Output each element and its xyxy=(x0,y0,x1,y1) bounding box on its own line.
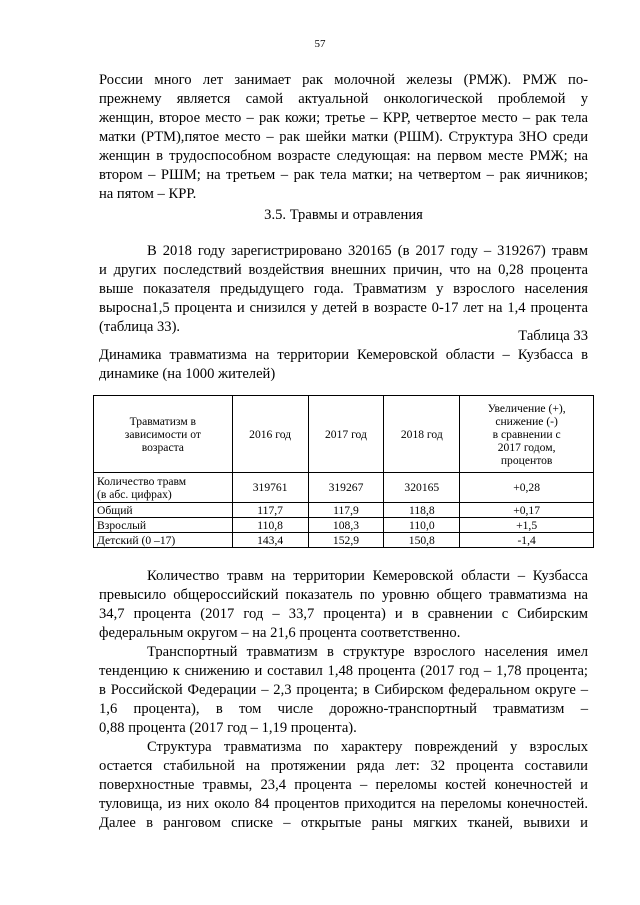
table-row xyxy=(94,518,594,533)
text-line: остается стабильной на протяжении ряда лет: 32 процента составили xyxy=(99,758,588,774)
header-cell-2017: 2017 год xyxy=(308,396,384,473)
cell-2017: 108,3 xyxy=(308,518,384,533)
cell-change: +1,5 xyxy=(460,518,594,533)
table-row xyxy=(94,473,594,503)
text-line: выше показателя предыдущего года. Травматизм у взрослого населения xyxy=(99,281,588,297)
text-line: туловища, из них около 84 процентов приходится на переломы конечностей. xyxy=(99,796,588,812)
text-line: поверхностные травмы, 23,4 процента – переломы костей конечностей и xyxy=(99,777,588,793)
text-line: тенденцию к снижению и составил 1,48 процента (2017 год – 1,78 процента; xyxy=(99,663,588,679)
cell-2016: 117,7 xyxy=(232,503,308,518)
paragraph-injuries-2018 xyxy=(99,242,588,337)
text-line: (таблица 33). xyxy=(99,319,181,335)
caption-line: Динамика травматизма на территории Кемеровской области – Кузбасса в xyxy=(99,347,588,363)
header-cell-change: Увеличение (+), снижение (-) в сравнении с 2017 годом, процентов xyxy=(460,396,594,473)
text-line: женщин в трудоспособном возрасте следующая: на первом месте РМЖ; на xyxy=(99,148,588,164)
paragraph-structure xyxy=(99,738,588,833)
cell-2017: 152,9 xyxy=(308,533,384,548)
text-line: втором – РШМ; на третьем – рак тела матки; на четвертом – рак яичников; xyxy=(99,167,588,183)
row-label: Детский (0 –17) xyxy=(94,533,233,548)
text-line: и других последствий воздействия внешних причин, что на 0,28 процента xyxy=(99,262,588,278)
cell-2016: 143,4 xyxy=(232,533,308,548)
cell-2016: 110,8 xyxy=(232,518,308,533)
cell-2018: 150,8 xyxy=(384,533,460,548)
text-line: женщин, второе место – рак кожи; третье – КРР, четвертое место – рак тела xyxy=(99,110,588,126)
section-title: 3.5. Травмы и отравления xyxy=(264,207,423,223)
text-line: 34,7 процента (2017 год – 33,7 процента) и в сравнении с Сибирским xyxy=(99,606,588,622)
header-cell-2018: 2018 год xyxy=(384,396,460,473)
cell-change: -1,4 xyxy=(460,533,594,548)
cell-change: +0,17 xyxy=(460,503,594,518)
text-line: России много лет занимает рак молочной железы (РМЖ). РМЖ по- xyxy=(99,72,588,88)
text-line: федеральным округом – на 21,6 процента соответственно. xyxy=(99,625,461,641)
table-row xyxy=(94,503,594,518)
table-header-row xyxy=(94,396,594,473)
text-line: Транспортный травматизм в структуре взрослого населения имел xyxy=(147,644,588,660)
cell-2016: 319761 xyxy=(232,473,308,503)
text-line: В 2018 году зарегистрировано 320165 (в 2017 году – 319267) травм xyxy=(147,243,588,259)
text-line: 0,88 процента (2017 год – 1,19 процента). xyxy=(99,720,357,736)
cell-change: +0,28 xyxy=(460,473,594,503)
cell-2018: 110,0 xyxy=(384,518,460,533)
text-line: Структура травматизма по характеру повреждений у взрослых xyxy=(147,739,588,755)
text-line: прежнему является самой актуальной онкологической проблемой у xyxy=(99,91,588,107)
paragraph-comparison xyxy=(99,567,588,643)
caption-line: динамике (на 1000 жителей) xyxy=(99,366,276,382)
text-line: матки (РТМ),пятое место – рак шейки матки (РШМ). Структура ЗНО среди xyxy=(99,129,588,145)
row-label: Взрослый xyxy=(94,518,233,533)
header-cell-2016: 2016 год xyxy=(232,396,308,473)
text-line: на пятом – КРР. xyxy=(99,186,197,202)
table-label: Таблица 33 xyxy=(518,328,588,344)
header-cell-category: Травматизм в зависимости от возраста xyxy=(94,396,233,473)
injury-dynamics-table xyxy=(93,395,594,548)
cell-2017: 319267 xyxy=(308,473,384,503)
cell-2017: 117,9 xyxy=(308,503,384,518)
page-number: 57 xyxy=(314,38,326,50)
text-line: выросна1,5 процента и снизился у детей в возрасте 0-17 лет на 1,4 процента xyxy=(99,300,588,316)
text-line: превысило общероссийский показатель по уровню общего травматизма на xyxy=(99,587,588,603)
text-line: Далее в ранговом списке – открытые раны мягких тканей, вывихи и xyxy=(99,815,588,831)
cell-2018: 320165 xyxy=(384,473,460,503)
text-line: Количество травм на территории Кемеровской области – Кузбасса xyxy=(147,568,588,584)
text-line: в Российской Федерации – 2,3 процента; в Сибирском федеральном округе – xyxy=(99,682,588,698)
table-caption xyxy=(99,346,588,384)
row-label: Общий xyxy=(94,503,233,518)
paragraph-transport xyxy=(99,643,588,738)
table-row xyxy=(94,533,594,548)
paragraph-breast-cancer xyxy=(99,71,588,204)
text-line: 1,6 процента), в том числе дорожно-транспортный травматизм – xyxy=(99,701,588,717)
cell-2018: 118,8 xyxy=(384,503,460,518)
row-label: Количество травм (в абс. цифрах) xyxy=(94,473,233,503)
